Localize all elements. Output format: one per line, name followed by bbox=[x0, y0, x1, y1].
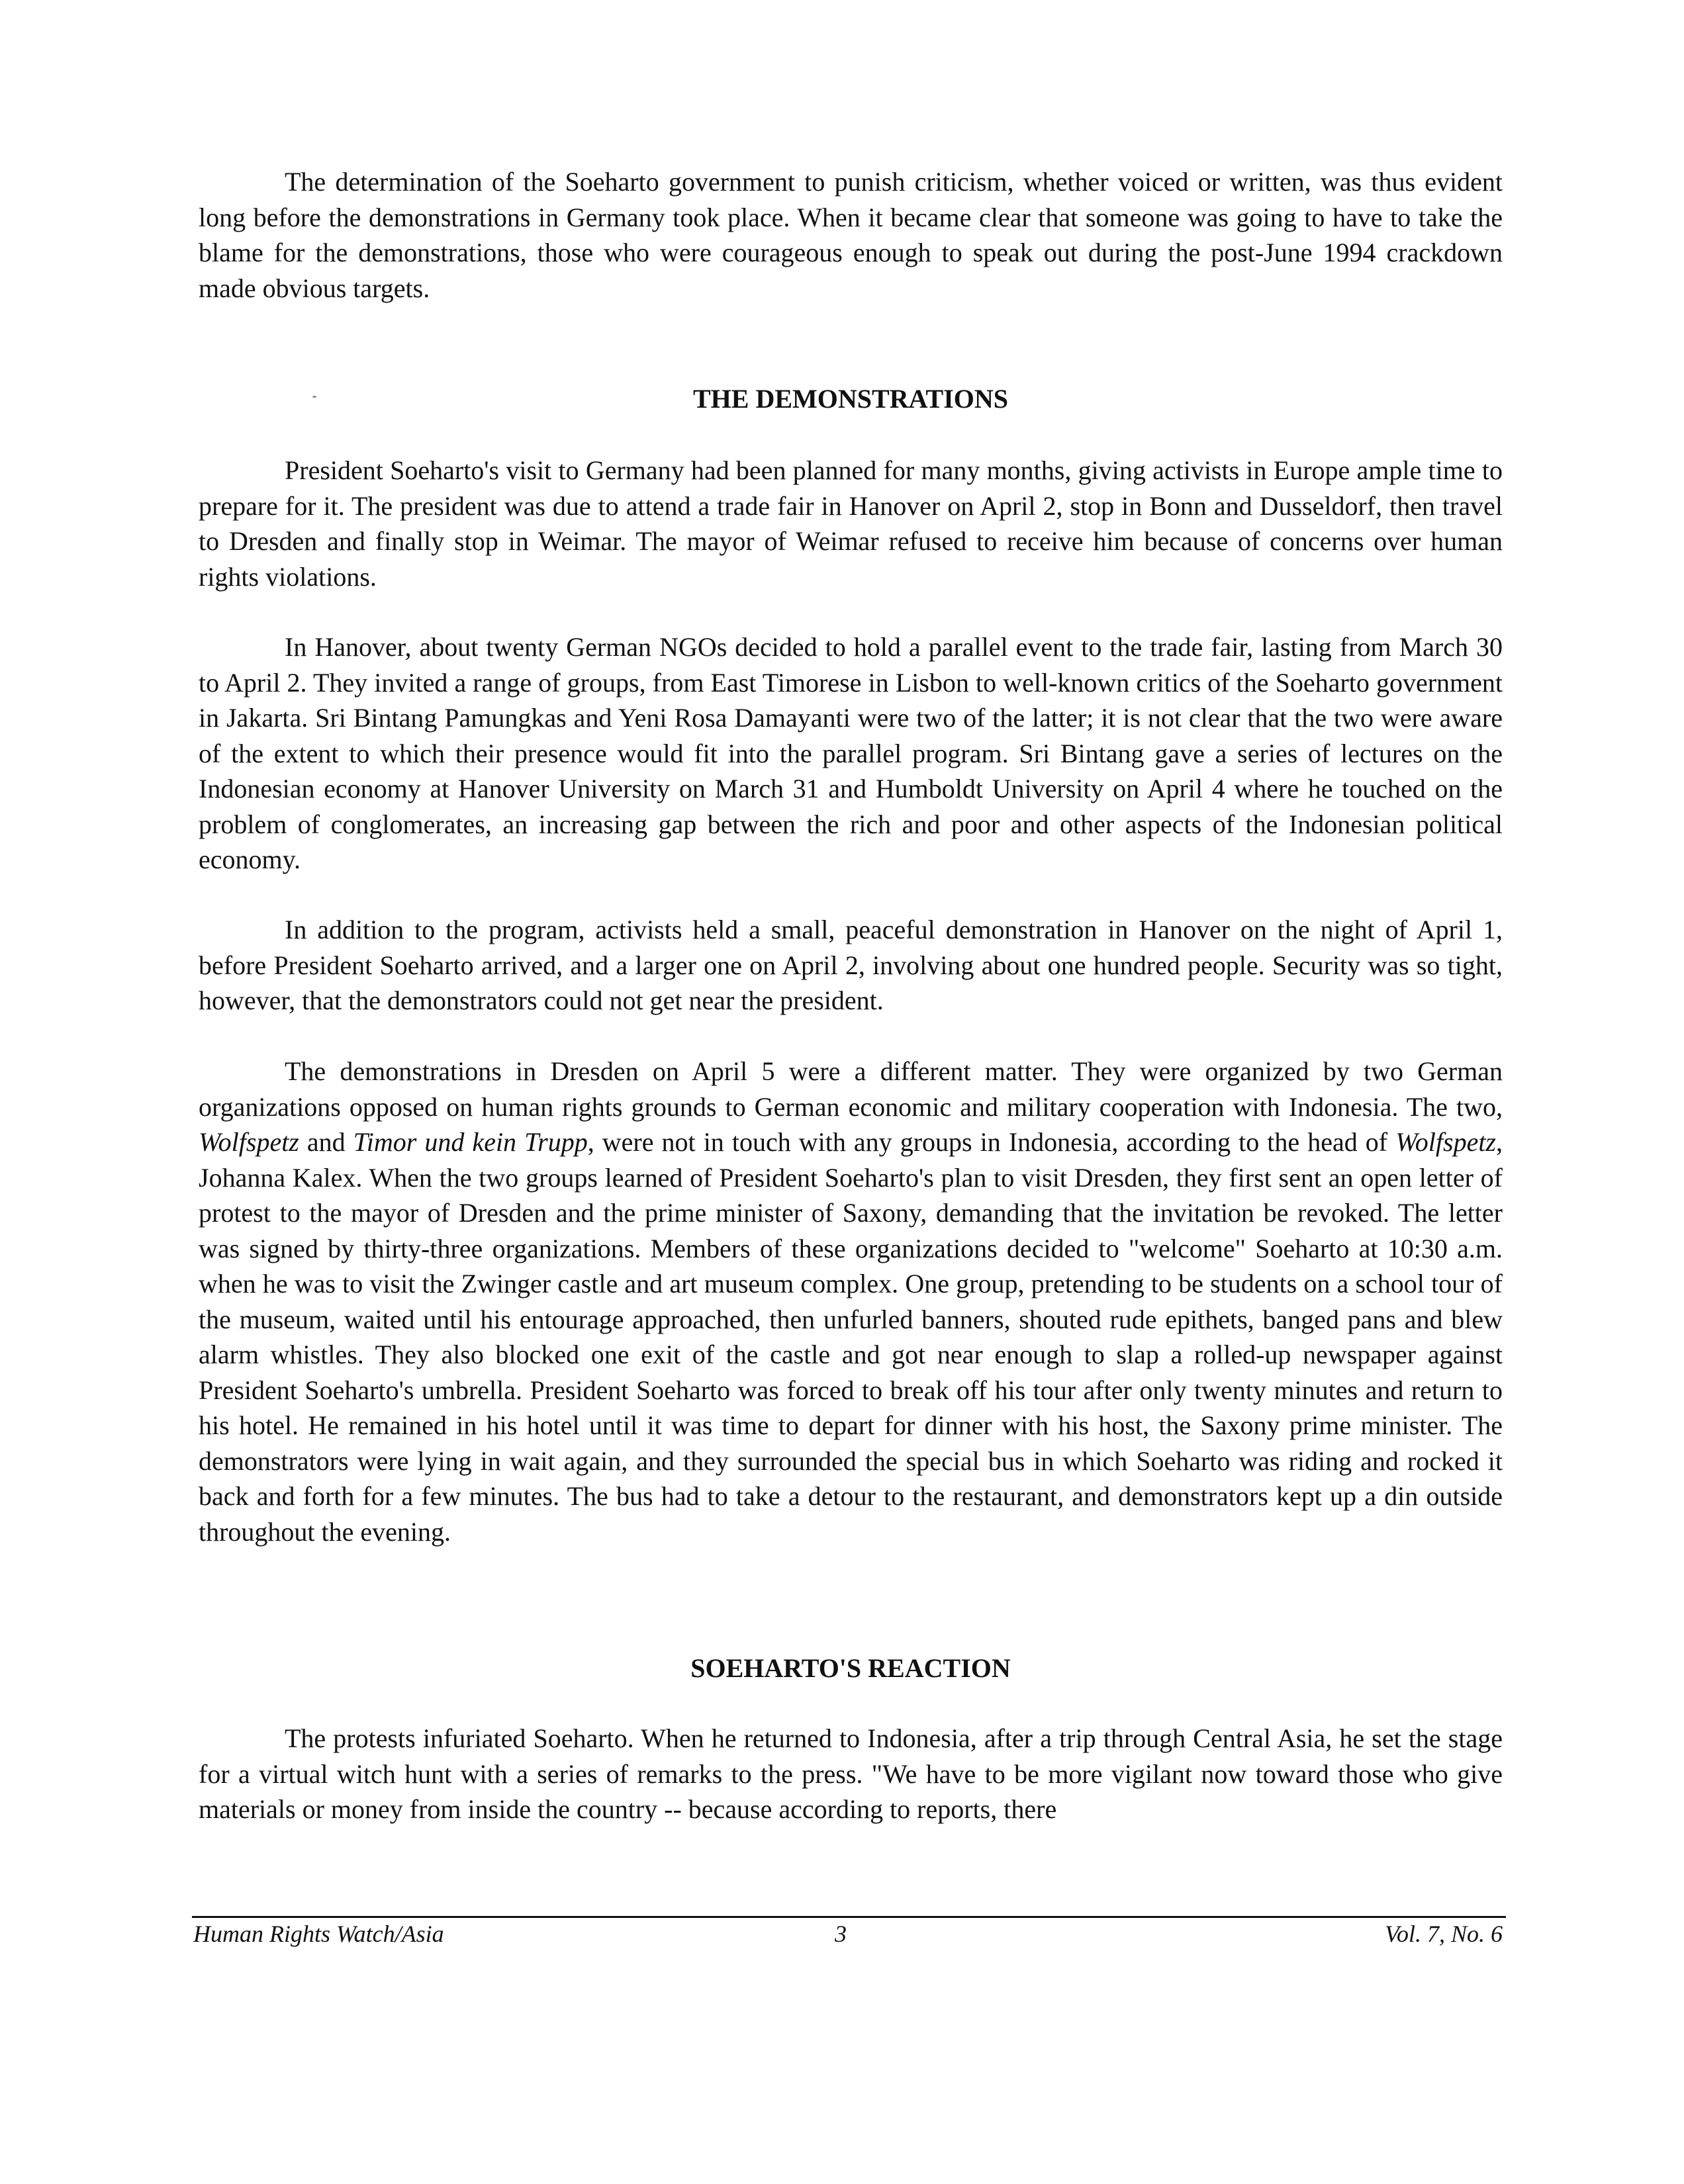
paragraph-protests: The protests infuriated Soeharto. When he returned to Indonesia, after a trip through Central Asia, he set the stage for a virtual witch hunt with a series of remarks to the press. "We have to be more vigilant now toward those who give materials or money from inside the country -- because according to reports, there bbox=[199, 1723, 1503, 1824]
footer-publisher: Human Rights Watch/Asia bbox=[193, 1921, 444, 1947]
paragraph-hanover: In Hanover, about twenty German NGOs decided to hold a parallel event to the trade fair, lasting from March 30 to April 2. They invited a range of groups, from East Timorese in Lisbon to well-known critics of the Soeharto government in Jakarta. Sri Bintang Pamungkas and Yeni Rosa Damayanti were two of the latter; it is not clear that the two were aware of the extent to which their presence would fit into the parallel program. Sri Bintang gave a series of lectures on the Indonesian economy at Hanover University on March 31 and Humboldt University on April 4 where he touched on the problem of conglomerates, an increasing gap between the rich and poor and other aspects of the Indonesian political economy. bbox=[199, 632, 1503, 874]
org-name-timor-und-kein-trupp: Timor und kein Trupp bbox=[353, 1127, 588, 1157]
org-name-wolfspetz-2: Wolfspetz bbox=[1395, 1127, 1496, 1157]
dresden-text-c: , were not in touch with any groups in Indonesia, according to the head of bbox=[587, 1127, 1396, 1157]
footer-rule bbox=[192, 1916, 1506, 1918]
paragraph-dresden bbox=[199, 1054, 1503, 1549]
footer-page-number: 3 bbox=[835, 1921, 847, 1947]
heading-soehartos-reaction: SOEHARTO'S REACTION bbox=[690, 1653, 1011, 1683]
org-name-wolfspetz: Wolfspetz bbox=[199, 1127, 299, 1157]
footer-volume: Vol. 7, No. 6 bbox=[1384, 1921, 1503, 1947]
heading-the-demonstrations: THE DEMONSTRATIONS bbox=[692, 384, 1008, 414]
dresden-text-b: and bbox=[299, 1127, 353, 1157]
paragraph-determination: The determination of the Soeharto government to punish criticism, whether voiced or written, was thus evident long before the demonstrations in Germany took place. When it became clear that someone was going to have to take the blame for the demonstrations, those who were courageous enough to speak out during the post-June 1994 crackdown made obvious targets. bbox=[199, 167, 1503, 303]
dresden-text-a: The demonstrations in Dresden on April 5 were a different matter. They were organized by two German organizations opposed on human rights grounds to German economic and military cooperation with Indonesia. The two, bbox=[199, 1056, 1503, 1122]
paragraph-program: In addition to the program, activists held a small, peaceful demonstration in Hanover on the night of April 1, before President Soeharto arrived, and a larger one on April 2, involving about one hundred people. Security was so tight, however, that the demonstrators could not get near the president. bbox=[199, 915, 1503, 1015]
paragraph-visit: President Soeharto's visit to Germany had been planned for many months, giving activists in Europe ample time to prepare for it. The president was due to attend a trade fair in Hanover on April 2, stop in Bonn and Dusseldorf, then travel to Dresden and finally stop in Weimar. The mayor of Weimar refused to receive him because of concerns over human rights violations. bbox=[199, 455, 1503, 592]
dresden-text-d: , Johanna Kalex. When the two groups learned of President Soeharto's plan to visit Dresden, they first sent an open letter of protest to the mayor of Dresden and the prime minister of Saxony, demanding that the invitation be revoked. The letter was signed by thirty-three organizations. Members of these organizations decided to "welcome" Soeharto at 10:30 a.m. when he was to visit the Zwinger castle and art museum complex. One group, pretending to be students on a school tour of the museum, waited until his entourage approached, then unfurled banners, shouted rude epithets, banged pans and blew alarm whistles. They also blocked one exit of the castle and got near enough to slap a rolled-up newspaper against President Soeharto's umbrella. President Soeharto was forced to break off his tour after only twenty minutes and return to his hotel. He remained in his hotel until it was time to depart for dinner with his host, the Saxony prime minister. The demonstrators were lying in wait again, and they surrounded the special bus in which Soeharto was riding and rocked it back and forth for a few minutes. The bus had to take a detour to the restaurant, and demonstrators kept up a din outside throughout the evening. bbox=[199, 1127, 1503, 1547]
